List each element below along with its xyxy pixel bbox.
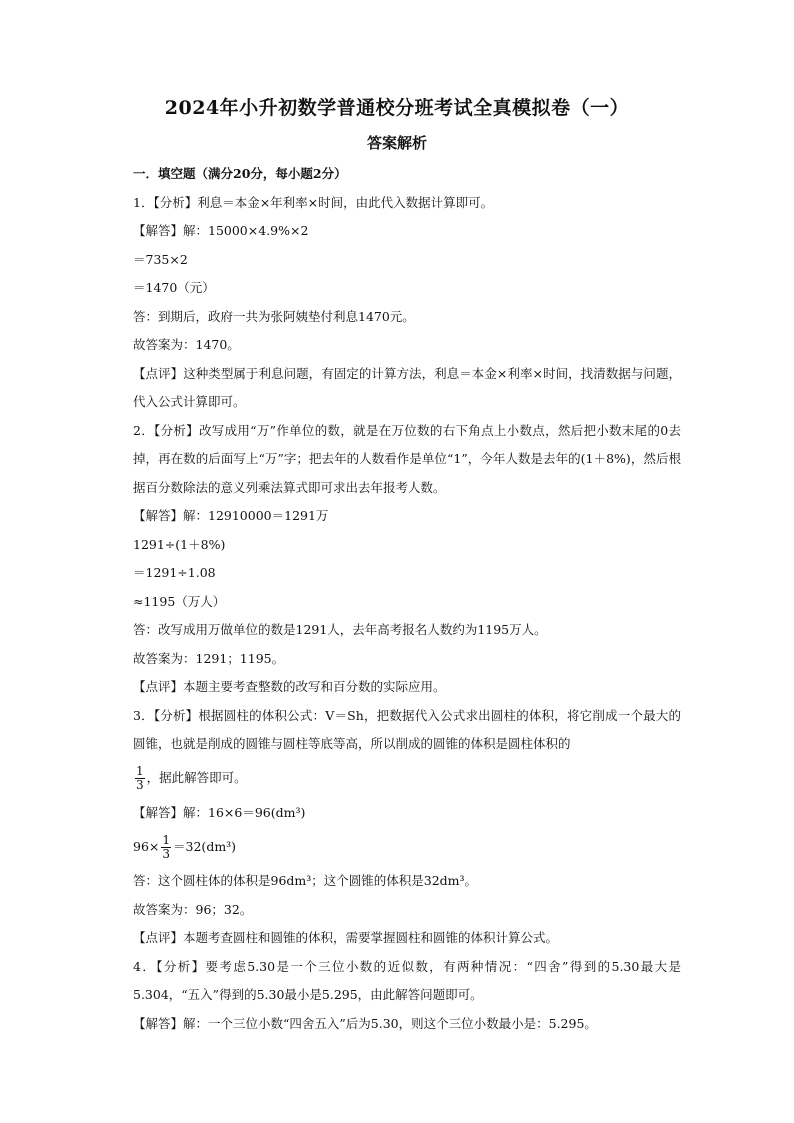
- q2-solution-step: ≈1195（万人）: [133, 593, 226, 609]
- document-subtitle: 答案解析: [366, 134, 427, 152]
- q3-solution-step: 96× $\frac{1}{3}$ ＝32(dm³): [133, 832, 237, 861]
- q3-analysis: 3．【分析】根据圆柱的体积公式：V＝Sh，把数据代入公式求出圆柱的体积，将它削成一个最大的圆锥，也就是削成的圆锥与圆柱等底等高，所以削成的圆锥的体积是圆柱体积的: [133, 707, 681, 751]
- document-body: [133, 160, 681, 1038]
- q4-solution-step: 【解答】解：一个三位小数“四舍五入”后为5.30，则这个三位小数最小是：5.295。: [133, 1015, 597, 1031]
- fraction-one-third: $\frac{1}{3}$: [136, 764, 144, 792]
- section-heading: 一．填空题（满分20分，每小题2分）: [133, 166, 347, 181]
- q3-final-answer: 故答案为：96；32。: [133, 901, 253, 917]
- q1-comment: 【点评】这种类型属于利息问题，有固定的计算方法，利息＝本金×利率×时间，找清数据与问题，代入公式计算即可。: [133, 365, 681, 409]
- q1-solution-step: 【解答】解：15000×4.9%×2: [133, 223, 309, 238]
- q2-solution-step: ＝1291÷1.08: [133, 565, 216, 580]
- q1-solution-step: ＝735×2: [133, 251, 188, 267]
- q4-analysis: 4．【分析】要考虑5.30是一个三位小数的近似数，有两种情况：“四舍”得到的5.30最大是5.304，“五入”得到的5.30最小是5.295，由此解答问题即可。: [133, 958, 681, 1002]
- q2-final-answer: 故答案为：1291；1195。: [133, 650, 285, 666]
- document-title: 2024年小升初数学普通校分班考试全真模拟卷（一）: [164, 97, 630, 119]
- q2-solution-step: 【解答】解：12910000＝1291万: [133, 508, 329, 523]
- q1-analysis: 1．【分析】利息＝本金×年利率×时间，由此代入数据计算即可。: [133, 194, 494, 210]
- q3-answer: 答：这个圆柱体的体积是96dm³；这个圆锥的体积是32dm³。: [133, 873, 478, 888]
- q2-comment: 【点评】本题主要考查整数的改写和百分数的实际应用。: [133, 679, 446, 694]
- q1-final-answer: 故答案为：1470。: [133, 337, 240, 352]
- q1-answer: 答：到期后，政府一共为张阿姨垫付利息1470元。: [133, 308, 415, 324]
- q3-solution-step: 【解答】解：16×6＝96(dm³): [133, 804, 306, 820]
- q2-answer: 答：改写成用万做单位的数是1291人，去年高考报名人数约为1195万人。: [133, 622, 547, 637]
- q2-solution-step: 1291÷(1＋8%): [133, 536, 226, 552]
- q3-analysis-tail: $\frac{1}{3}$ ，据此解答即可。: [136, 764, 247, 792]
- q2-analysis: 2．【分析】改写成用“万”作单位的数，就是在万位数的右下角点上小数点，然后把小数末尾的0去掉，再在数的后面写上“万”字；把去年的人数看作是单位“1”，今年人数是去年的(1＋8%)，然后根据百分数除法的意义列乘法算式即可求出去年报考人数。: [133, 422, 681, 495]
- q3-comment: 【点评】本题考查圆柱和圆锥的体积，需要掌握圆柱和圆锥的体积计算公式。: [133, 930, 559, 945]
- q1-solution-step: ＝1470（元）: [133, 280, 215, 295]
- fraction-one-third: $\frac{1}{3}$: [162, 832, 171, 861]
